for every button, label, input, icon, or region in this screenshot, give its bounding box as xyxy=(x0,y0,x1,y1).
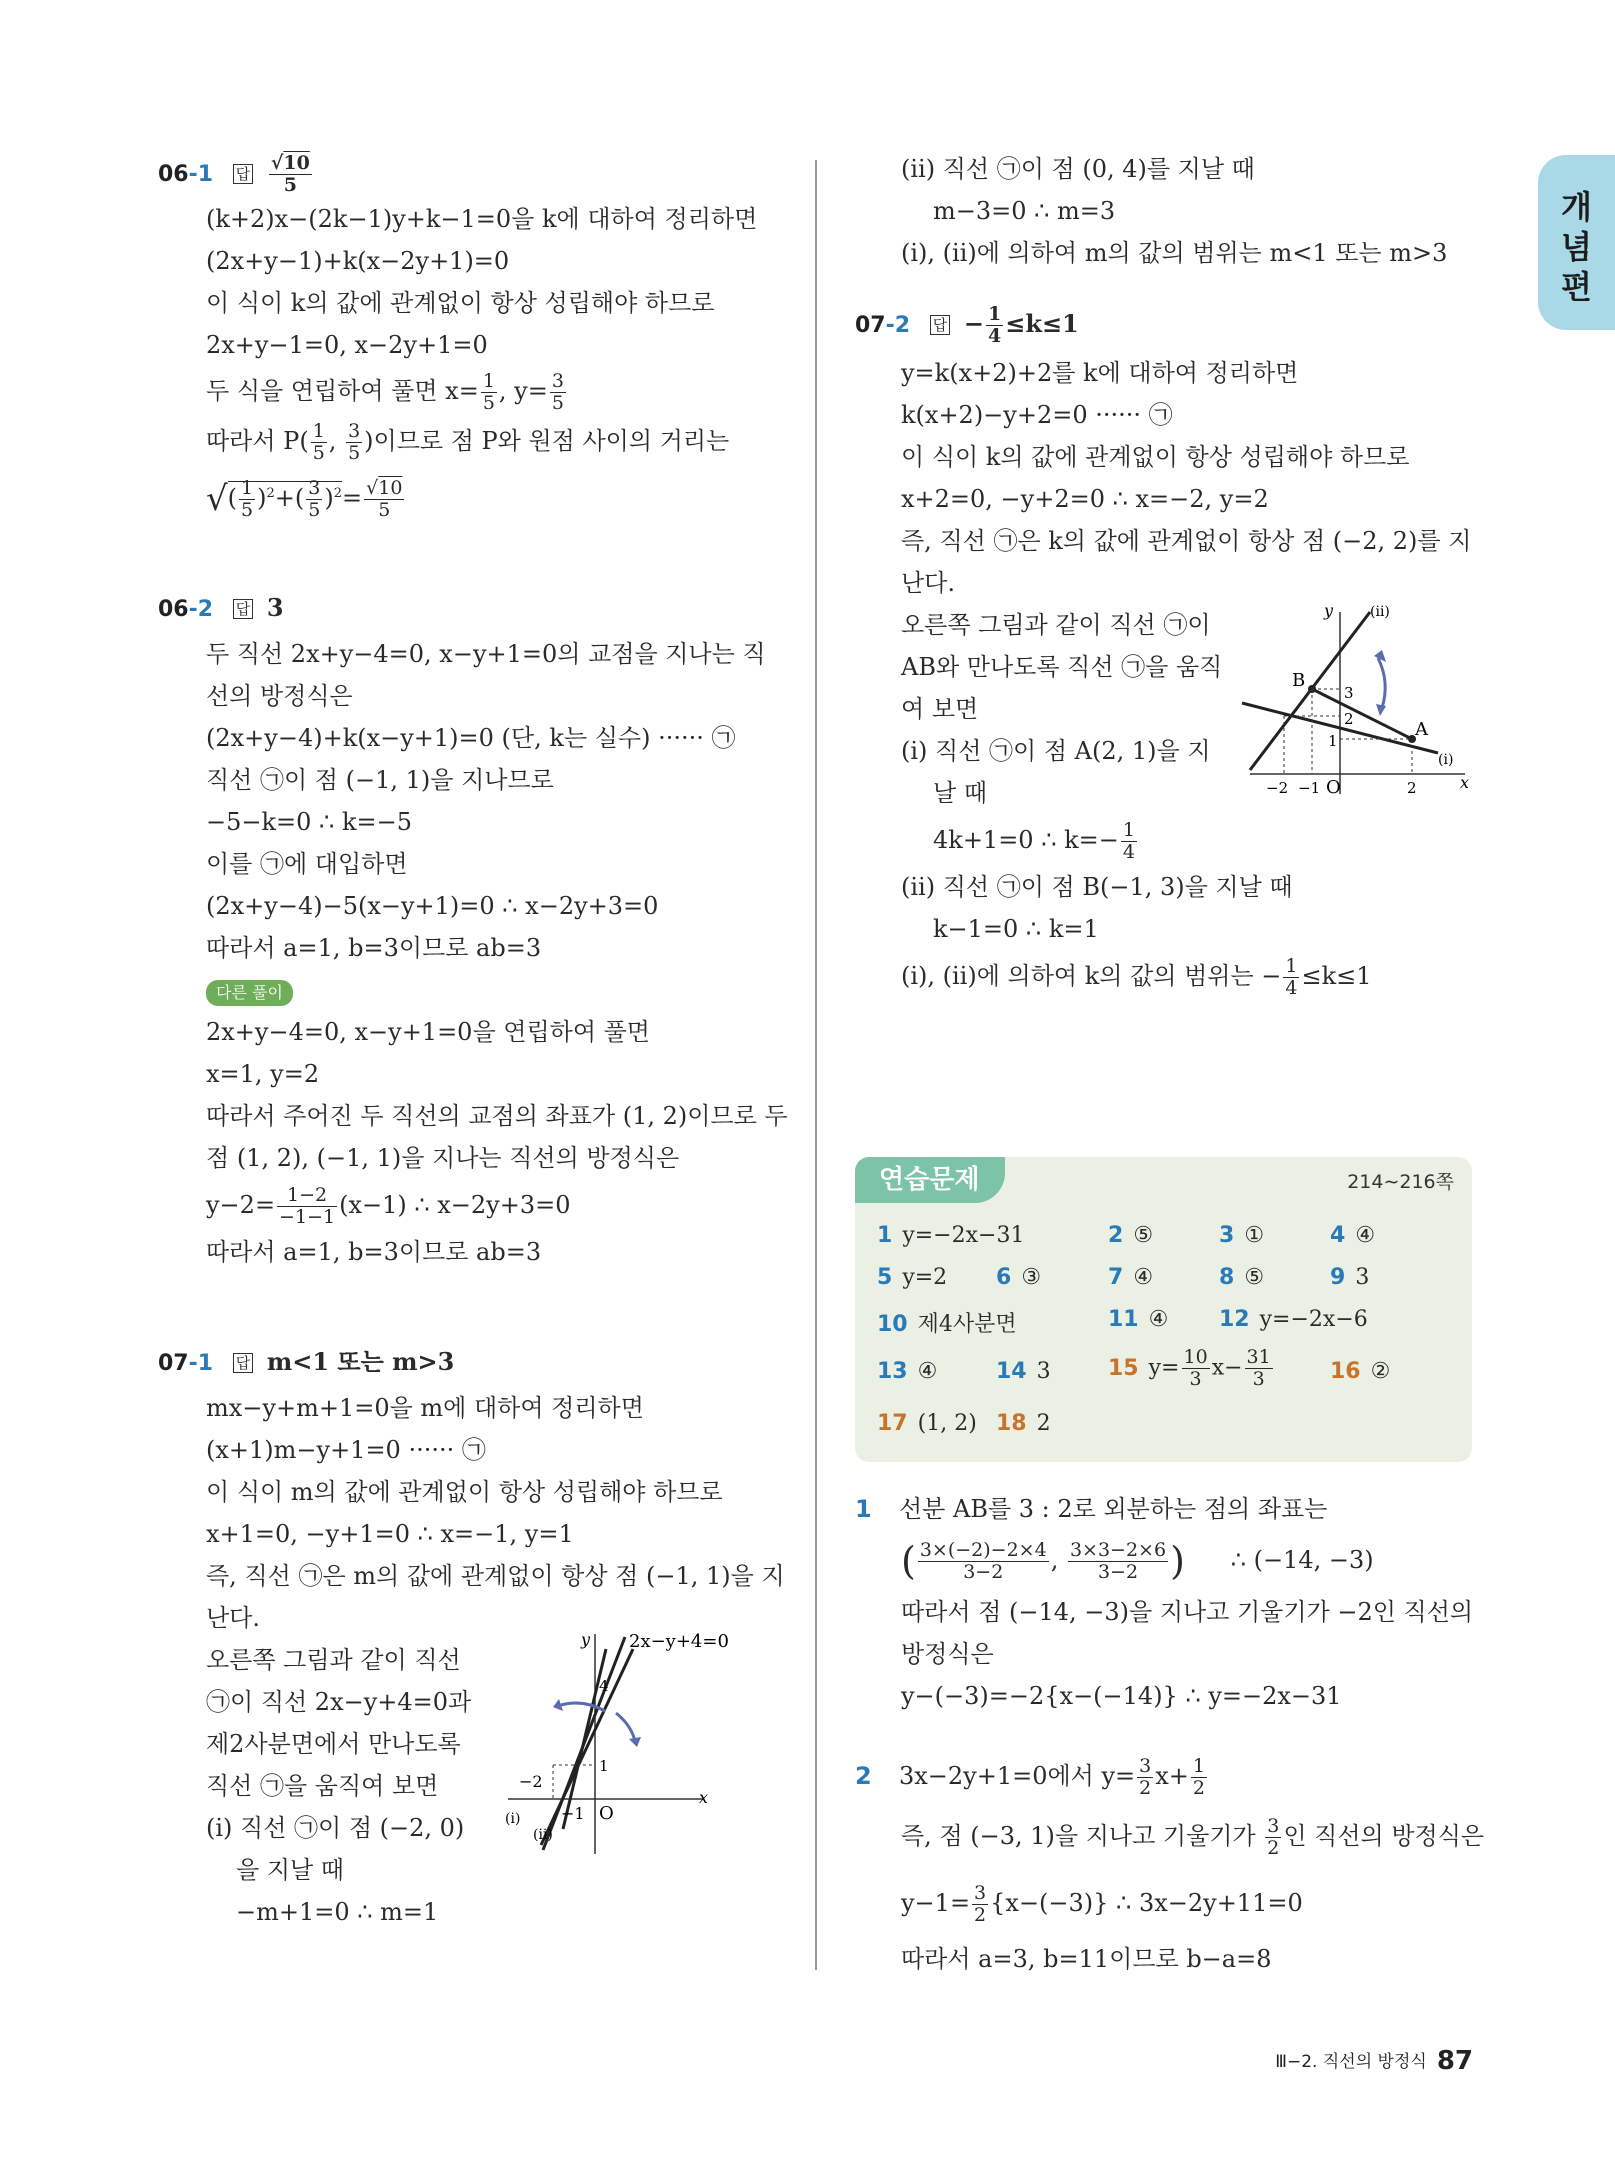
rotate-arrow xyxy=(1378,658,1385,708)
solution-line: (ⅱ) 직선 ㉠이 점 (0, 4)를 지날 때 xyxy=(901,155,1255,183)
solution-line: 여 보면 xyxy=(901,695,979,723)
point-B-label: B xyxy=(1292,670,1306,691)
answer-item: 8 ⑤ xyxy=(1219,1265,1265,1290)
problem-07-2 xyxy=(855,298,1475,1002)
solution-line: 이 식이 k의 값에 관계없이 항상 성립해야 하므로 xyxy=(206,289,715,317)
line-ii xyxy=(563,1649,606,1829)
solution-line: 2x+y−4=0, x−y+1=0을 연립하여 풀면 xyxy=(206,1018,650,1046)
answer-item: 13 ④ xyxy=(877,1359,938,1384)
tick-label: 2 xyxy=(1344,710,1354,728)
answer-item: 1 y=−2x−31 xyxy=(877,1223,1025,1248)
answer-item: 15 y= $\frac{10}{3}$ x− $\frac{31}{3}$ xyxy=(1108,1346,1271,1390)
solution-line: 이 식이 k의 값에 관계없이 항상 성립해야 하므로 xyxy=(901,443,1410,471)
left-column xyxy=(158,150,788,1933)
solution-line: 즉, 직선 ㉠은 k의 값에 관계없이 항상 점 (−2, 2)를 지 xyxy=(901,527,1472,555)
solution-line: 방정식은 xyxy=(901,1640,994,1668)
problem-number: 07 xyxy=(158,1351,189,1376)
answer-item: 6 ③ xyxy=(996,1265,1042,1290)
problem-06-1 xyxy=(158,150,788,527)
solution-line: 즉, 점 (−3, 1)을 지나고 기울기가 $\frac{3}{2}$ 인 직선의 방정식은 xyxy=(901,1815,1485,1859)
solution-number: 2 xyxy=(855,1762,872,1790)
solution-line: 난다. xyxy=(901,569,955,597)
origin-label: O xyxy=(599,1803,614,1824)
solution-line: 따라서 주어진 두 직선의 교점의 좌표가 (1, 2)이므로 두 xyxy=(206,1102,788,1130)
solution-line: 직선 ㉠을 움직여 보면 xyxy=(206,1772,439,1800)
solution-line: 오른쪽 그림과 같이 직선 xyxy=(206,1646,461,1674)
tick-label: −1 xyxy=(1298,779,1321,797)
rotate-arrow-right xyxy=(616,1713,635,1741)
line-label-i: (ⅰ) xyxy=(505,1811,521,1827)
answer-value: 3 xyxy=(266,593,284,622)
right-column xyxy=(855,148,1475,1002)
solution-line: (ⅰ) 직선 ㉠이 점 (−2, 0) xyxy=(206,1814,465,1842)
answer-value: − $\frac{1}{4}$ ≤k≤1 xyxy=(963,303,1079,347)
answer-item: 5 y=2 xyxy=(877,1265,948,1290)
solution-line: m−3=0 ∴ m=3 xyxy=(933,197,1116,225)
solution-line: AB와 만나도록 직선 ㉠을 움직 xyxy=(901,653,1223,681)
solution-line: y−2= $\frac{1-2}{-1-1}$ (x−1) ∴ x−2y+3=0 xyxy=(206,1184,571,1228)
solution-line: k−1=0 ∴ k=1 xyxy=(933,915,1099,943)
solution-line: 4k+1=0 ∴ k=− $\frac{1}{4}$ xyxy=(933,819,1135,863)
solution-line: ㉠이 직선 2x−y+4=0과 xyxy=(206,1688,472,1716)
solution-line: (x+1)m−y+1=0 ······ ㉠ xyxy=(206,1436,486,1464)
origin-label: O xyxy=(1326,777,1341,798)
alternative-solution-badge: 다른 풀이 xyxy=(206,980,293,1006)
solution-line: −5−k=0 ∴ k=−5 xyxy=(206,808,412,836)
solution-line: 두 직선 2x+y−4=0, x−y+1=0의 교점을 지나는 직 xyxy=(206,640,766,668)
solution-line: 난다. xyxy=(206,1604,260,1632)
solution-line: 날 때 xyxy=(933,779,987,807)
solution-line: mx−y+m+1=0을 m에 대하여 정리하면 xyxy=(206,1394,644,1422)
solution-line: y−1= $\frac{3}{2}$ {x−(−3)} ∴ 3x−2y+11=0 xyxy=(901,1882,1303,1926)
problem-number: 07 xyxy=(855,313,886,338)
problem-06-2 xyxy=(158,585,788,1273)
solution-line: (k+2)x−(2k−1)y+k−1=0을 k에 대하여 정리하면 xyxy=(206,205,758,233)
solution-line: (ⅰ), (ⅱ)에 의하여 m의 값의 범위는 m<1 또는 m>3 xyxy=(901,239,1448,267)
line-label-i: (ⅰ) xyxy=(1438,752,1454,768)
solution-number: 1 xyxy=(855,1495,872,1523)
solution-line: k(x+2)−y+2=0 ······ ㉠ xyxy=(901,401,1173,429)
answer-item: 4 ④ xyxy=(1330,1223,1376,1248)
tick-label: −2 xyxy=(1266,779,1289,797)
solution-line: 선분 AB를 3 : 2로 외분하는 점의 좌표는 xyxy=(899,1495,1328,1523)
distance-formula: √( $\frac{1}{5}$ )$^2$+( $\frac{3}{5}$ )$^2$= $\frac{√10}{5}$ xyxy=(206,477,403,521)
arrow-head xyxy=(629,1737,641,1747)
problem-number: 06 xyxy=(158,162,189,187)
solution-line: 을 지날 때 xyxy=(236,1856,344,1884)
line-i xyxy=(541,1649,633,1845)
tab-char: 개 xyxy=(1561,188,1592,226)
y-axis-label: y xyxy=(581,1630,591,1649)
solution-line: 점 (1, 2), (−1, 1)을 지나는 직선의 방정식은 xyxy=(206,1144,680,1172)
solution-line: 선의 방정식은 xyxy=(206,682,353,710)
solution-line: 즉, 직선 ㉠은 m의 값에 관계없이 항상 점 (−1, 1)을 지 xyxy=(206,1562,785,1590)
solution-line: ( $\frac{3\times(-2)-2\times 4}{3-2}$ , $\frac{3\times 3-2\times 6}{3-2}$ ) ∴ (−14, −3) xyxy=(901,1539,1374,1583)
problem-subnumber: -1 xyxy=(188,1351,214,1376)
solution-line: 2x+y−1=0, x−2y+1=0 xyxy=(206,331,488,359)
line-label: 2x−y+4=0 xyxy=(629,1631,729,1652)
solution-line: (2x+y−4)+k(x−y+1)=0 (단, k는 실수) ······ ㉠ xyxy=(206,724,736,752)
solution-line: 이 식이 m의 값에 관계없이 항상 성립해야 하므로 xyxy=(206,1478,723,1506)
x-axis-label: x xyxy=(699,1788,709,1807)
tick-label: −2 xyxy=(519,1772,543,1791)
solution-line: 따라서 a=3, b=11이므로 b−a=8 xyxy=(901,1945,1272,1973)
solution-line: 따라서 점 (−14, −3)을 지나고 기울기가 −2인 직선의 xyxy=(901,1598,1474,1626)
answer-item: 16 ② xyxy=(1330,1359,1391,1384)
solution-line: 따라서 a=1, b=3이므로 ab=3 xyxy=(206,1238,542,1266)
solution-line: x+1=0, −y+1=0 ∴ x=−1, y=1 xyxy=(206,1520,574,1548)
answer-badge: 답 xyxy=(233,599,254,619)
graph-07-1 xyxy=(503,1629,793,1859)
practice-title: 연습문제 xyxy=(855,1157,1005,1203)
problem-subnumber: -2 xyxy=(188,597,214,622)
solution-line: y−(−3)=−2{x−(−14)} ∴ y=−2x−31 xyxy=(901,1682,1342,1710)
y-axis-label: y xyxy=(1324,601,1334,620)
problem-07-1 xyxy=(158,1339,788,1933)
solution-line: x+2=0, −y+2=0 ∴ x=−2, y=2 xyxy=(901,485,1269,513)
tick-label: 4 xyxy=(599,1677,609,1695)
solution-line: 직선 ㉠이 점 (−1, 1)을 지나므로 xyxy=(206,766,554,794)
problem-heading xyxy=(158,150,788,198)
answer-fraction: $\frac{√10}{5}$ xyxy=(270,152,310,196)
section-tab xyxy=(1538,155,1615,330)
practice-pages: 214∼216쪽 xyxy=(1347,1171,1454,1193)
answer-item: 12 y=−2x−6 xyxy=(1219,1307,1368,1332)
tab-char: 편 xyxy=(1561,268,1592,306)
answer-badge: 답 xyxy=(233,1353,254,1373)
problem-07-1-continued xyxy=(855,148,1475,274)
answer-item: 2 ⑤ xyxy=(1108,1223,1154,1248)
solution-line: (2x+y−1)+k(x−2y+1)=0 xyxy=(206,247,510,275)
answer-item: 14 3 xyxy=(996,1359,1051,1384)
solution-line: 따라서 P( $\frac{1}{5}$ , $\frac{3}{5}$ )이므로 점 P와 원점 사이의 거리는 xyxy=(206,420,730,464)
problem-subnumber: -1 xyxy=(188,162,214,187)
line-label-ii: (ⅱ) xyxy=(1370,604,1390,620)
segment-AB xyxy=(1312,689,1412,739)
solution-line: x=1, y=2 xyxy=(206,1060,320,1088)
problem-number: 06 xyxy=(158,597,189,622)
tick-label: 1 xyxy=(1328,732,1338,750)
tick-label: 3 xyxy=(1344,684,1354,702)
problem-heading xyxy=(158,585,788,633)
column-divider xyxy=(815,160,817,1970)
tick-label: 2 xyxy=(1407,779,1417,797)
tick-label: −1 xyxy=(561,1804,585,1823)
practice-answer-box xyxy=(855,1157,1472,1462)
solution-line: 따라서 a=1, b=3이므로 ab=3 xyxy=(206,934,542,962)
answer-item: 10 제4사분면 xyxy=(877,1312,1017,1337)
page-footer xyxy=(1275,2046,1473,2076)
answer-item: 7 ④ xyxy=(1108,1265,1154,1290)
answer-item: 18 2 xyxy=(996,1411,1051,1436)
problem-heading xyxy=(158,1339,788,1387)
solution-line: (ⅰ), (ⅱ)에 의하여 k의 값의 범위는 − $\frac{1}{4}$ ≤k≤1 xyxy=(901,955,1372,999)
x-axis-label: x xyxy=(1460,773,1470,792)
line-label-ii: (ⅱ) xyxy=(533,1827,553,1843)
answer-badge: 답 xyxy=(930,315,951,335)
solution-line: (2x+y−4)−5(x−y+1)=0 ∴ x−2y+3=0 xyxy=(206,892,659,920)
solution-line: 이를 ㉠에 대입하면 xyxy=(206,850,408,878)
solution-line: 두 식을 연립하여 풀면 x= $\frac{1}{5}$ , y= $\frac{3}{5}$ xyxy=(206,370,564,414)
solution-line: (ⅱ) 직선 ㉠이 점 B(−1, 3)을 지날 때 xyxy=(901,873,1293,901)
arrow-head xyxy=(1376,704,1386,716)
solution-line: y=k(x+2)+2를 k에 대하여 정리하면 xyxy=(901,359,1299,387)
answer-item: 9 3 xyxy=(1330,1265,1370,1290)
solution-1 xyxy=(855,1488,1475,1717)
answer-item: 3 ① xyxy=(1219,1223,1265,1248)
solution-line: 오른쪽 그림과 같이 직선 ㉠이 xyxy=(901,611,1211,639)
chapter-label: Ⅲ−2. 직선의 방정식 xyxy=(1275,2052,1427,2072)
answer-value: m<1 또는 m>3 xyxy=(266,1347,455,1376)
tab-char: 념 xyxy=(1561,228,1592,266)
problem-heading xyxy=(855,298,1475,352)
problem-subnumber: -2 xyxy=(885,313,911,338)
solution-2: 2 3x−2y+1=0에서 y= $\frac{3}{2}$ x+ $\frac{1}{2}$ 즉, 점 (−3, 1)을 지나고 기울기가 $\frac{3}{2}$ 인 직선의 방정식은 y−1= $\frac{3}{2}$ {x−(−3)} ∴ 3x−2y+11=0 따라서 a=3, b=11이므로 b−a=8 xyxy=(855,1748,1475,1980)
solution-line: 제2사분면에서 만나도록 xyxy=(206,1730,461,1758)
solution-line: −m+1=0 ∴ m=1 xyxy=(236,1898,439,1926)
answer-badge: 답 xyxy=(233,164,254,184)
answer-item: 11 ④ xyxy=(1108,1307,1169,1332)
solution-line: (ⅰ) 직선 ㉠이 점 A(2, 1)을 지 xyxy=(901,737,1211,765)
page-number: 87 xyxy=(1436,2046,1473,2076)
graph-07-2 xyxy=(1240,598,1480,798)
answer-item: 17 (1, 2) xyxy=(877,1411,977,1436)
point-A-label: A xyxy=(1415,719,1428,740)
tick-label: 1 xyxy=(599,1757,609,1775)
